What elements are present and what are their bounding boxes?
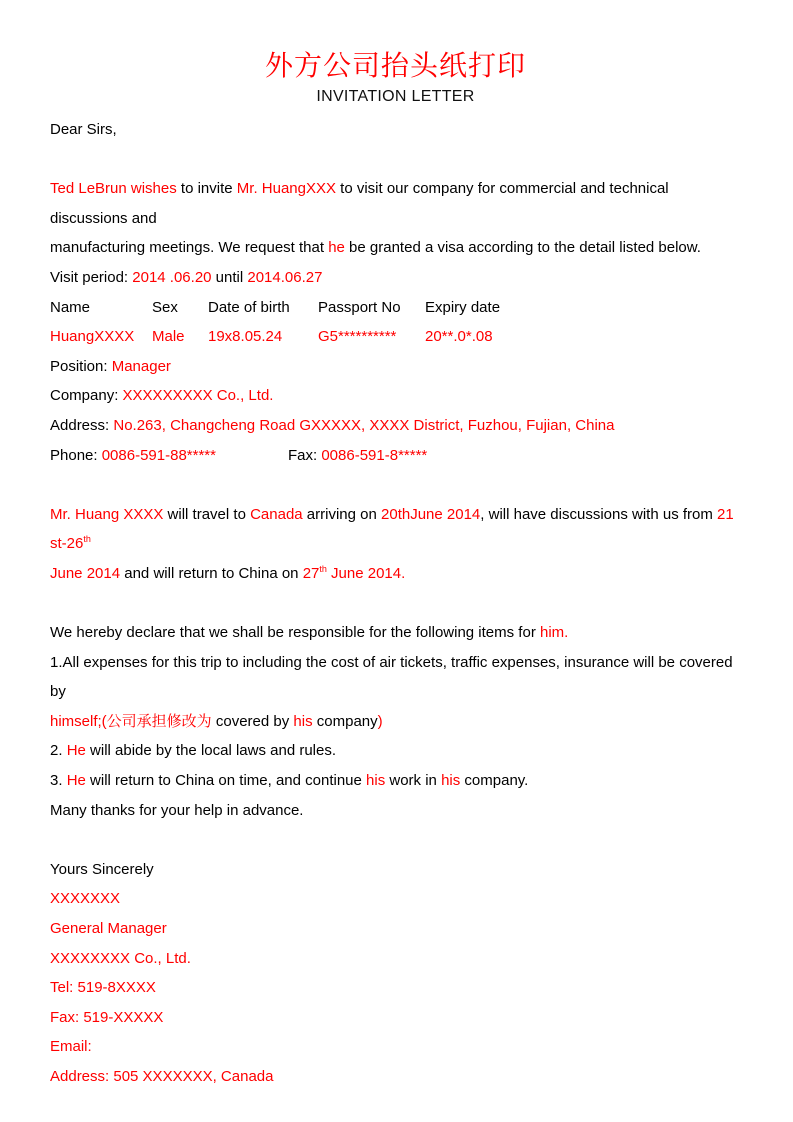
text-run: XXXXXXXXX Co., Ltd. bbox=[122, 387, 274, 405]
table-header-row bbox=[50, 293, 741, 323]
letter-subtitle: INVITATION LETTER bbox=[316, 88, 475, 105]
text-run: Passport No bbox=[318, 298, 401, 316]
travel-line-1 bbox=[50, 500, 741, 559]
text-run: Email: bbox=[50, 1038, 92, 1056]
expenses-line-1 bbox=[50, 648, 741, 707]
position-line bbox=[50, 352, 741, 382]
text-run: 3. bbox=[50, 772, 67, 790]
text-run: 21 st-26 bbox=[50, 505, 738, 553]
text-run: June 2014. bbox=[326, 564, 406, 582]
text-run: Fax: bbox=[288, 446, 322, 464]
text-run: will return to China on time, and continue bbox=[85, 772, 367, 790]
phone-fax-row-cell bbox=[50, 441, 288, 471]
blank-line bbox=[50, 589, 741, 619]
table-header-row-cell bbox=[50, 293, 152, 323]
signature-address bbox=[50, 1062, 741, 1092]
declaration-line bbox=[50, 618, 741, 648]
signature-title bbox=[50, 914, 741, 944]
text-run: He bbox=[66, 742, 86, 760]
text-run: 0086-591-88***** bbox=[101, 446, 216, 464]
text-run: be granted a visa according to the detail listed below. bbox=[344, 239, 701, 257]
text-run: work in bbox=[385, 772, 442, 790]
blank-line bbox=[50, 145, 741, 175]
text-run: XXXXXXXX Co., Ltd. bbox=[50, 949, 191, 967]
text-run: manufacturing meetings. We request that bbox=[50, 239, 329, 257]
text-run: Company: bbox=[50, 387, 123, 405]
text-run: 2014 .06.20 bbox=[132, 268, 212, 286]
text-run: company. bbox=[460, 772, 529, 790]
text-run: Tel: 519-8XXXX bbox=[50, 979, 156, 997]
table-header-row-cell bbox=[425, 293, 500, 323]
table-header-row-cell bbox=[208, 293, 318, 323]
text-run: him. bbox=[539, 624, 569, 642]
text-run: Phone: bbox=[50, 446, 102, 464]
text-run: XXXXXXX bbox=[50, 890, 121, 908]
text-run: his bbox=[441, 772, 461, 790]
text-run: 19x8.05.24 bbox=[208, 328, 283, 346]
text-run: and will return to China on bbox=[120, 564, 303, 582]
text-run: 1.All expenses for this trip to including the cost of air tickets, traffic expenses, insurance will be covered by bbox=[50, 653, 737, 701]
text-run: will travel to bbox=[163, 505, 251, 523]
text-run: covered by bbox=[211, 712, 294, 730]
text-run: Mr. Huang XXXX bbox=[50, 505, 164, 523]
text-run: No.263, Changcheng Road GXXXXX, XXXX District, Fuzhou, Fujian, China bbox=[113, 416, 615, 434]
text-run: 27 bbox=[302, 564, 320, 582]
text-run: his bbox=[366, 772, 386, 790]
thanks-line bbox=[50, 796, 741, 826]
signature-fax bbox=[50, 1003, 741, 1033]
text-run: General Manager bbox=[50, 920, 167, 938]
table-data-row bbox=[50, 322, 741, 352]
text-run: Sex bbox=[152, 298, 178, 316]
text-run: himself;(公司承担修改为 bbox=[50, 712, 212, 730]
blank-line bbox=[50, 470, 741, 500]
text-run: Name bbox=[50, 298, 91, 316]
text-run: Fax: 519-XXXXX bbox=[50, 1008, 164, 1026]
rule-item-2 bbox=[50, 736, 741, 766]
signature-tel bbox=[50, 973, 741, 1003]
blank-line bbox=[50, 825, 741, 855]
text-run: until bbox=[211, 268, 248, 286]
text-run: 0086-591-8***** bbox=[321, 446, 428, 464]
text-run: Mr. HuangXXX bbox=[236, 180, 336, 198]
text-run: Many thanks for your help in advance. bbox=[50, 801, 304, 819]
text-run: will abide by the local laws and rules. bbox=[85, 742, 337, 760]
visit-period-line bbox=[50, 263, 741, 293]
text-run: Expiry date bbox=[425, 298, 501, 316]
text-run: Visit period: bbox=[50, 268, 133, 286]
text-run: 2014.06.27 bbox=[247, 268, 323, 286]
text-run: Address: 505 XXXXXXX, Canada bbox=[50, 1068, 274, 1085]
phone-fax-row bbox=[50, 441, 741, 471]
table-data-row-cell bbox=[208, 322, 318, 352]
text-run: June 2014 bbox=[50, 564, 121, 582]
table-header-row-cell bbox=[318, 293, 425, 323]
signature-email bbox=[50, 1032, 741, 1062]
text-run: 20thJune 2014 bbox=[381, 505, 481, 523]
text-run: Male bbox=[152, 328, 185, 346]
text-run: , will have discussions with us from bbox=[480, 505, 718, 523]
text-run: to visit our company for commercial and technical discussions and bbox=[50, 180, 673, 227]
intro-line-1 bbox=[50, 174, 741, 233]
text-run: 2. bbox=[50, 742, 67, 760]
text-run: arriving on bbox=[302, 505, 382, 523]
text-run: th bbox=[83, 534, 91, 545]
company-line bbox=[50, 381, 741, 411]
text-run: G5********** bbox=[318, 328, 397, 346]
text-run: Manager bbox=[111, 357, 171, 375]
signature-name bbox=[50, 884, 741, 914]
text-run: 20**.0*.08 bbox=[425, 328, 493, 346]
expenses-line-2 bbox=[50, 707, 741, 737]
text-run: Canada bbox=[250, 505, 303, 523]
rule-item-3 bbox=[50, 766, 741, 796]
address-line bbox=[50, 411, 741, 441]
closing-line bbox=[50, 855, 741, 885]
text-run: We hereby declare that we shall be responsible for the following items for bbox=[50, 624, 540, 642]
table-data-row-cell bbox=[152, 322, 208, 352]
salutation bbox=[50, 115, 741, 145]
table-data-row-cell bbox=[50, 322, 152, 352]
text-run: to invite bbox=[176, 180, 237, 198]
text-run: Ted LeBrun wishes bbox=[50, 180, 177, 198]
signature-company bbox=[50, 944, 741, 974]
letter-title: 外方公司抬头纸打印 bbox=[264, 51, 526, 82]
text-run: Yours Sincerely bbox=[50, 860, 154, 878]
text-run: company bbox=[312, 712, 378, 730]
text-run: he bbox=[328, 239, 345, 257]
text-run: Address: bbox=[50, 416, 114, 434]
text-run: He bbox=[66, 772, 86, 790]
table-header-row-cell bbox=[152, 293, 208, 323]
text-run: his bbox=[293, 712, 313, 730]
table-data-row-cell bbox=[425, 322, 493, 352]
text-run: Dear Sirs, bbox=[50, 121, 117, 138]
travel-line-2 bbox=[50, 559, 741, 589]
text-run: ) bbox=[377, 712, 383, 730]
text-run: Date of birth bbox=[208, 298, 290, 316]
text-run: HuangXXXX bbox=[50, 328, 135, 346]
table-data-row-cell bbox=[318, 322, 425, 352]
phone-fax-row-cell bbox=[288, 441, 427, 471]
text-run: Position: bbox=[50, 357, 112, 375]
letter-body bbox=[50, 115, 741, 1092]
intro-line-2 bbox=[50, 233, 741, 263]
text-run: th bbox=[319, 563, 327, 574]
